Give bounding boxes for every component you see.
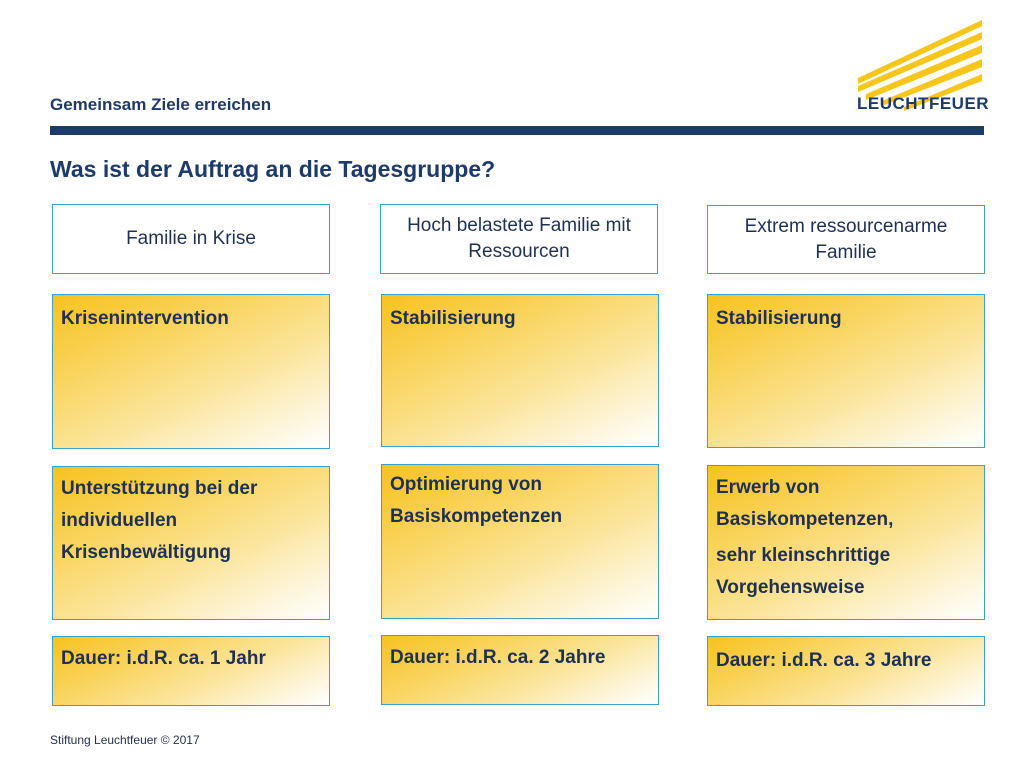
column-2-task-box (381, 464, 659, 619)
column-1-goal-box (52, 294, 330, 449)
column-2-goal: Stabilisierung (390, 308, 516, 329)
page-title: Was ist der Auftrag an die Tagesgruppe? (50, 156, 496, 182)
column-1-heading-text: Familie in Krise (126, 228, 256, 249)
slide-subtitle: Gemeinsam Ziele erreichen (50, 95, 272, 114)
column-2-duration-box (381, 635, 659, 705)
column-1-duration-box (52, 636, 330, 706)
column-1-goal: Krisenintervention (61, 308, 229, 329)
column-2-duration: Dauer: i.d.R. ca. 2 Jahre (390, 647, 606, 668)
column-3-task-line: Erwerb von (716, 477, 820, 498)
column-1-task-line: Unterstützung bei der (61, 478, 258, 499)
column-3-goal-box (707, 294, 985, 448)
header-divider (50, 126, 984, 135)
column-1-duration: Dauer: i.d.R. ca. 1 Jahr (61, 648, 266, 669)
column-2-task-line: Optimierung von (390, 474, 542, 495)
column-3-duration: Dauer: i.d.R. ca. 3 Jahre (716, 650, 932, 671)
column-1-task-box (52, 466, 330, 620)
column-2-heading (380, 204, 658, 274)
column-2-task-line: Basiskompetenzen (390, 506, 563, 527)
logo-text: LEUCHTFEUER (857, 94, 990, 113)
column-3-goal: Stabilisierung (716, 308, 842, 329)
column-1-task-line: Krisenbewältigung (61, 542, 231, 563)
column-2-goal-box (381, 294, 659, 447)
column-3-duration-box (707, 636, 985, 706)
column-1-task-line: individuellen (61, 510, 178, 531)
column-3-task-line: Basiskompetenzen, (716, 509, 894, 530)
column-3-heading (707, 205, 985, 274)
column-3-task-line: Vorgehensweise (716, 577, 865, 598)
column-3-heading-text: Extrem ressourcenarme Familie (744, 215, 948, 263)
column-3-task-box (707, 465, 985, 620)
column-1-heading (52, 204, 330, 274)
column-2-heading-text: Hoch belastete Familie mit Ressourcen (407, 215, 631, 262)
footer-copyright: Stiftung Leuchtfeuer © 2017 (50, 733, 200, 747)
column-3-task-line: sehr kleinschrittige (716, 545, 891, 566)
